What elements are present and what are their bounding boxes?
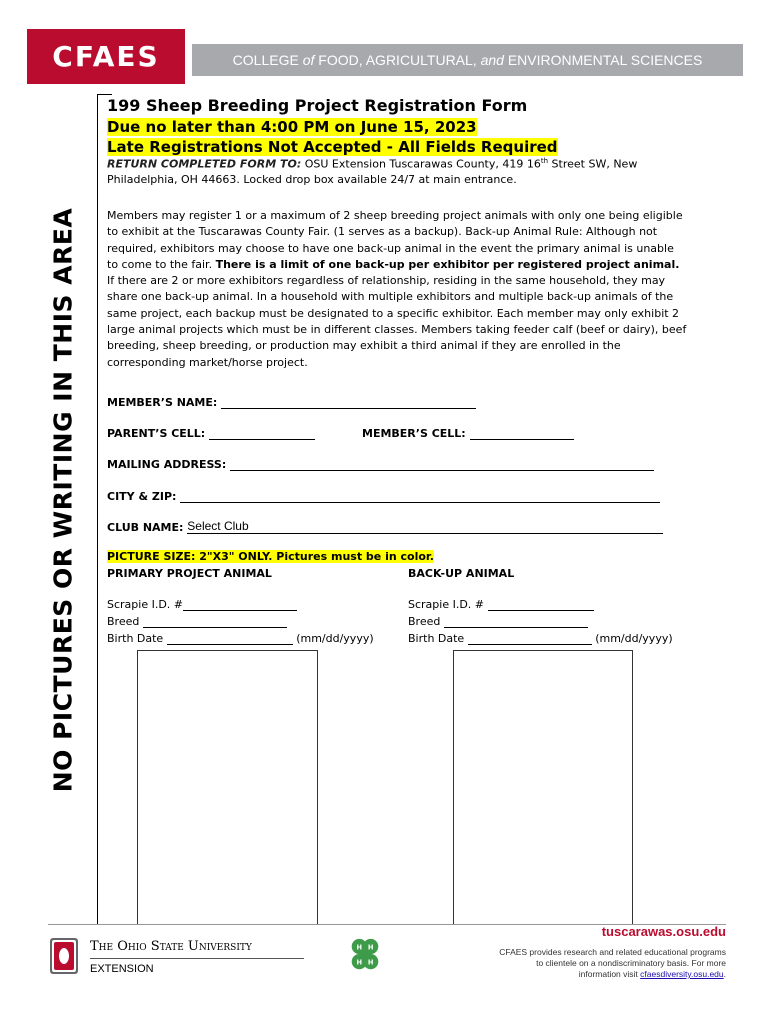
backup-photo-box[interactable] [453, 650, 633, 925]
margin-warning-text: NO PICTURES OR WRITING IN THIS AREA [48, 207, 78, 793]
backup-breed-field[interactable] [444, 616, 588, 628]
backup-animal-title: BACK-UP ANIMAL [408, 567, 515, 580]
backup-breed-row [408, 615, 588, 628]
return-label: RETURN COMPLETED FORM TO: [107, 157, 302, 171]
rules-bold: There is a limit of one back-up per exhibitor per registered project animal. [215, 257, 680, 271]
birth-label: Birth Date [408, 632, 465, 645]
club-name-value: Select Club [187, 519, 249, 533]
extension-label: EXTENSION [90, 963, 154, 975]
return-address-line2: Philadelphia, OH 44663. Locked drop box available 24/7 at main entrance. [107, 173, 517, 186]
backup-birth-field[interactable] [468, 633, 592, 645]
svg-text:H: H [367, 958, 374, 967]
city-zip-field[interactable] [180, 490, 660, 503]
return-address-part: OSU Extension Tuscarawas County, 419 16 [301, 157, 541, 171]
club-name-select[interactable] [187, 519, 663, 534]
late-notice [107, 137, 558, 156]
rules-text: If there are 2 or more exhibitors regardless of relationship, residing in the same household, they may share one back-up animal. In a household with multiple exhibitors and multiple back-up animals of the same project, each backup must be designated to a specific exhibitor. Each member may only exhibit 2 large animal projects which must be in different classes. Members taking feeder calf (beef or dairy), beef breeding, sheep breeding, or production may exhibit a third animal if they are enrolled in the corresponding market/horse project. [107, 274, 687, 369]
university-name: The Ohio State University [90, 939, 252, 954]
backup-scrapie-field[interactable] [488, 599, 594, 611]
disclaimer-text: CFAES provides research and related educational programs to clientele on a nondiscriminatory basis. For more information visit [499, 947, 726, 979]
backup-birth-row [408, 632, 673, 645]
city-zip-label: CITY & ZIP: [107, 490, 177, 503]
primary-breed-row [107, 615, 287, 628]
picture-size-note: PICTURE SIZE: 2"X3" ONLY. Pictures must be in color. [107, 550, 434, 563]
city-zip-row [107, 490, 660, 503]
mailing-address-row [107, 458, 654, 471]
date-format: (mm/dd/yyyy) [595, 632, 673, 645]
backup-scrapie-row [408, 598, 594, 611]
college-prefix: COLLEGE [232, 52, 303, 68]
deadline-text: Due no later than 4:00 PM on June 15, 2023 [107, 118, 477, 136]
4h-clover-icon [346, 936, 384, 974]
return-address-part: Street SW, New [548, 157, 638, 171]
scrapie-label: Scrapie I.D. # [107, 598, 184, 611]
college-name [192, 44, 743, 76]
college-and: and [480, 52, 504, 68]
club-name-label: CLUB NAME: [107, 521, 184, 534]
member-cell-row [362, 427, 574, 440]
svg-text:H: H [356, 958, 363, 967]
birth-label: Birth Date [107, 632, 164, 645]
margin-tick [97, 94, 112, 95]
form-title: 199 Sheep Breeding Project Registration Form [107, 96, 528, 115]
primary-photo-box[interactable] [137, 650, 318, 925]
disclaimer-end: . [723, 969, 726, 979]
college-suffix: ENVIRONMENTAL SCIENCES [503, 52, 703, 68]
mailing-address-label: MAILING ADDRESS: [107, 458, 227, 471]
rules-text: Members may register 1 or a maximum of 2 sheep breeding project animals with only one being eligible to exhibit at the Tuscarawas County Fair. (1 serves as a backup). Back-up Animal Rule: Although not required, exhibitors may choose to have one back-up animal in the event the primary animal is unable to come to the fair. [107, 209, 683, 271]
svg-text:H: H [367, 943, 374, 952]
parent-cell-field[interactable] [209, 427, 315, 440]
return-sup: th [540, 157, 549, 165]
rules-paragraph [107, 208, 687, 371]
breed-label: Breed [408, 615, 441, 628]
member-cell-label: MEMBER’S CELL: [362, 427, 466, 440]
primary-breed-field[interactable] [143, 616, 287, 628]
member-name-field[interactable] [221, 396, 476, 409]
disclaimer [496, 947, 726, 980]
parent-cell-label: PARENT’S CELL: [107, 427, 206, 440]
website-link[interactable]: tuscarawas.osu.edu [601, 924, 726, 939]
parent-cell-row [107, 427, 315, 440]
cfaes-logo: CFAES [52, 40, 160, 73]
margin-divider [97, 94, 98, 924]
university-rule [90, 958, 304, 959]
diversity-link[interactable]: cfaesdiversity.osu.edu [640, 969, 724, 979]
primary-scrapie-row [107, 598, 297, 611]
primary-animal-title: PRIMARY PROJECT ANIMAL [107, 567, 272, 580]
breed-label: Breed [107, 615, 140, 628]
primary-birth-row [107, 632, 374, 645]
block-o-logo-icon [50, 938, 78, 974]
scrapie-label: Scrapie I.D. # [408, 598, 485, 611]
member-cell-field[interactable] [470, 427, 574, 440]
late-notice-text: Late Registrations Not Accepted - All Fields Required [107, 138, 558, 156]
member-name-label: MEMBER’S NAME: [107, 396, 218, 409]
college-of: of [302, 52, 315, 68]
return-address [107, 157, 637, 171]
primary-birth-field[interactable] [167, 633, 293, 645]
deadline-notice [107, 117, 477, 136]
club-name-row [107, 519, 663, 534]
mailing-address-field[interactable] [230, 458, 654, 471]
date-format: (mm/dd/yyyy) [296, 632, 374, 645]
svg-text:H: H [356, 943, 363, 952]
member-name-row [107, 396, 476, 409]
primary-scrapie-field[interactable] [183, 599, 297, 611]
college-mid: FOOD, AGRICULTURAL, [314, 52, 481, 68]
